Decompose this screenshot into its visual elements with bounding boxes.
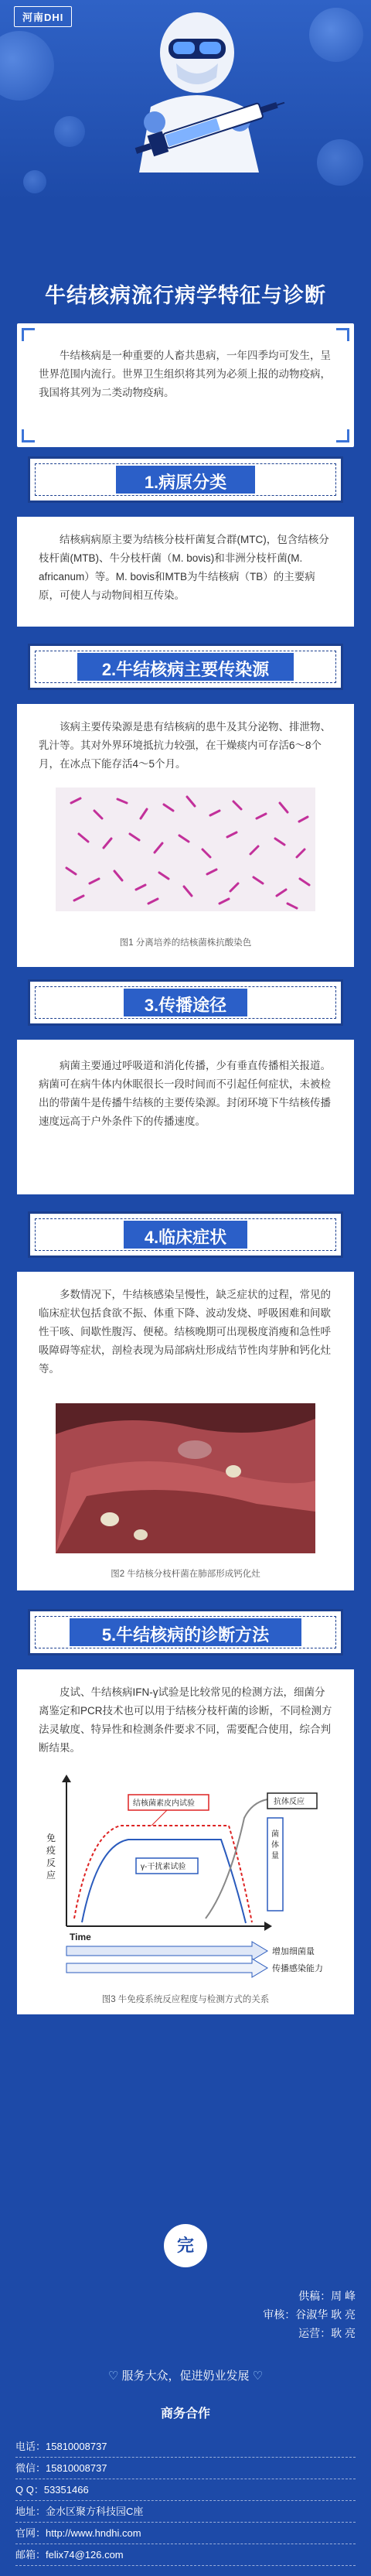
contact-email[interactable]: [15, 2547, 356, 2561]
section-title: 4.临床症状: [144, 1228, 227, 1247]
doctor-illustration: [108, 6, 286, 173]
section-card-3: [17, 1040, 354, 1194]
figure-caption: 图3 牛免疫系统反应程度与检测方式的关系: [101, 1995, 270, 2004]
virus-decoration: [0, 31, 54, 101]
credit-role: 供稿：: [298, 2290, 332, 2302]
immune-response-diagram: [36, 1771, 337, 1980]
section-title: 3.传播途径: [144, 996, 227, 1015]
y-label-char: 免: [46, 1833, 56, 1843]
y-label-char: 应: [46, 1870, 56, 1881]
antibody-label: 抗体反应: [274, 1798, 305, 1806]
credit-role: 运营：: [298, 2327, 332, 2339]
section-card-2: [17, 704, 354, 967]
section-text: 多数情况下，牛结核感染呈慢性，缺乏症状的过程，常见的临床症状包括食欲不振、体重下降、波动发烧、呼吸困难和间歇性干咳、间歇性腹泻、便秘。结核晚期可出现极度消瘦和急性呼吸障碍等症状，剖检表现为局部病灶形成结节性肉芽肿和钙化灶等。: [39, 1289, 331, 1375]
section-title: 5.牛结核病的诊断方法: [101, 1625, 270, 1645]
credit-name: 周 峰: [331, 2290, 356, 2302]
bacteria-label: 菌 体 量: [271, 1830, 279, 1860]
section-text: 该病主要传染源是患有结核病的患牛及其分泌物、排泄物、乳汁等。其对外界环境抵抗力较强，在干燥痰内可存活6～8个月，在冰点下能存活4～5个月。: [39, 721, 331, 770]
corner-decoration: [336, 328, 349, 341]
contact-text: 地址：金水区聚方科技园C座: [15, 2506, 144, 2517]
credit-line: [298, 2325, 356, 2341]
y-label-char: 疫: [46, 1845, 56, 1856]
contact-phone: [15, 2438, 356, 2453]
contact-wechat: [15, 2460, 356, 2475]
skin-test-label: 结核菌素皮内试验: [133, 1799, 195, 1808]
intro-card: [17, 323, 354, 447]
bacteria-stain-image: [56, 787, 315, 911]
credit-line: [263, 2307, 356, 2322]
credit-line: [298, 2288, 356, 2304]
contact-qq: [15, 2482, 356, 2496]
arrow2-label: 传播感染能力: [272, 1964, 323, 1973]
credit-name: 谷淑华 耿 亮: [295, 2308, 356, 2321]
contact-text[interactable]: 官网：http://www.hndhi.com: [15, 2527, 141, 2539]
section-heading-1: [28, 456, 343, 503]
section-card-1: [17, 517, 354, 627]
intro-text: 牛结核病是一种重要的人畜共患病，一年四季均可发生，呈世界范围内流行。世界卫生组织将其列为必须上报的动物疫病，我国将其列为二类动物疫病。: [39, 350, 331, 398]
bacteria-stain-graphic: [56, 787, 315, 911]
figure-caption: 图1 分离培养的结核菌株抗酸染色: [119, 938, 252, 948]
virus-decoration: [317, 139, 363, 186]
contact-website[interactable]: [15, 2525, 356, 2540]
page-title: 牛结核病流行病学特征与诊断: [45, 284, 326, 307]
heart-icon: ♡: [107, 2369, 122, 2383]
x-axis-label: Time: [70, 1932, 91, 1942]
contact-text[interactable]: 邮箱：felix74@126.com: [15, 2549, 124, 2561]
ifn-label: γ-干扰素试验: [141, 1863, 186, 1871]
section-heading-3: [28, 979, 343, 1026]
section-text: 皮试、牛结核病IFN-γ试验是比较常见的检测方法，细菌分离鉴定和PCR技术也可以用于结核分枝杆菌的诊断，不同检测方法灵敏度、特异性和检测条件要求不同，需要配合使用，综合判断结果。: [39, 1686, 332, 1754]
slogan: [0, 2367, 371, 2383]
virus-decoration: [54, 116, 85, 147]
corner-decoration: [22, 429, 35, 442]
lung-lesion-graphic: [56, 1403, 315, 1553]
contact-text: 电话：15810008737: [15, 2441, 107, 2452]
section-title: 2.牛结核病主要传染源: [101, 660, 270, 679]
section-heading-4: [28, 1211, 343, 1258]
contact-title: 商务合作: [160, 2407, 210, 2421]
corner-decoration: [22, 328, 35, 341]
slogan-text: 服务大众，促进奶业发展: [121, 2369, 250, 2383]
credit-role: 审核：: [263, 2308, 296, 2321]
brand-logo: 河南DHI: [14, 6, 72, 27]
lung-lesion-image: [56, 1403, 315, 1553]
section-text: 病菌主要通过呼吸道和消化传播，少有垂直传播相关报道。病菌可在病牛体内休眠很长一段时间而不引起任何症状，未被检出的带菌牛是传播牛结核的主要传染源。封闭环境下牛结核传播速度远高于户外条件下的传播速度。: [39, 1060, 331, 1127]
hero-banner: [0, 0, 371, 201]
y-label-char: 反: [46, 1857, 56, 1868]
contact-address: [15, 2503, 356, 2518]
corner-decoration: [336, 429, 349, 442]
virus-decoration: [309, 8, 363, 62]
contact-text: 微信：15810008737: [15, 2462, 107, 2474]
section-heading-5: [28, 1609, 343, 1655]
footer-logo: 完: [164, 2224, 207, 2267]
section-heading-2: [28, 644, 343, 690]
credit-name: 耿 亮: [331, 2327, 356, 2339]
heart-icon: ♡: [249, 2369, 264, 2383]
contact-text: Q Q：53351466: [15, 2484, 89, 2496]
section-text: 结核病病原主要为结核分枝杆菌复合群(MTC)，包含结核分枝杆菌(MTB)、牛分枝杆菌（M. bovis)和非洲分枝杆菌(M. africanum）等。M. bovis和MTB为牛结核病（TB）的主要病原，可使人与动物间相互传染。: [39, 534, 329, 601]
arrow1-label: 增加细菌量: [272, 1947, 315, 1956]
section-card-4: [17, 1272, 354, 1590]
figure-caption: 图2 牛结核分枝杆菌在肺部形成钙化灶: [111, 1570, 260, 1579]
section-title: 1.病原分类: [144, 473, 227, 492]
section-card-5: [17, 1669, 354, 2014]
virus-decoration: [23, 170, 46, 193]
